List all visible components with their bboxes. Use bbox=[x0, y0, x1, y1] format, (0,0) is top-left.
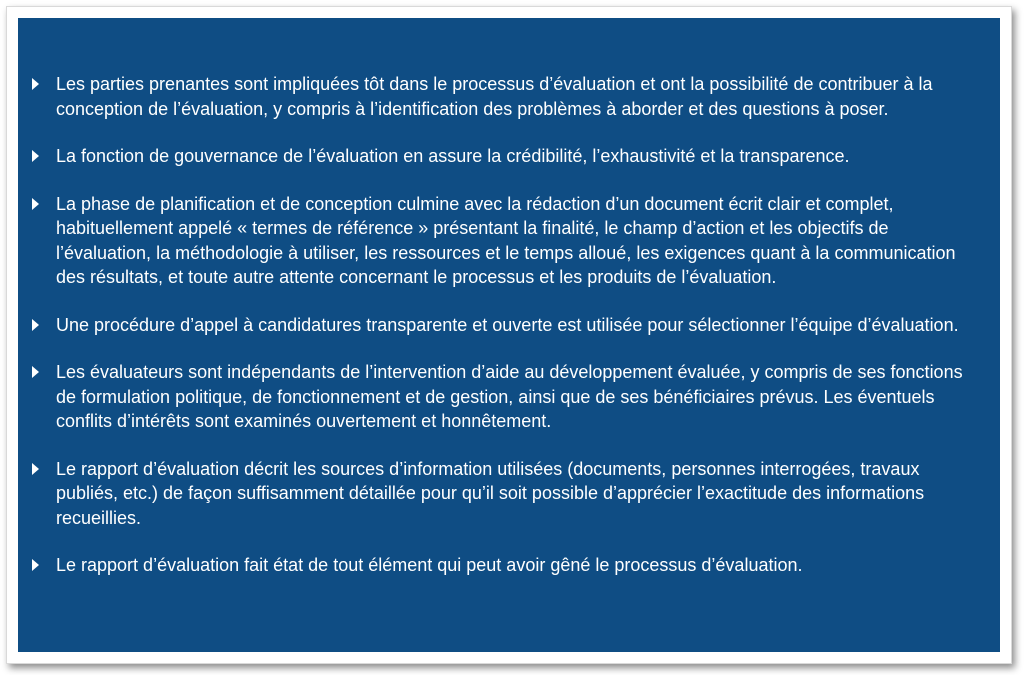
bullet-text: Le rapport d’évaluation fait état de tout élément qui peut avoir gêné le processus d’évaluation. bbox=[56, 555, 803, 575]
bullet-list bbox=[30, 72, 976, 578]
bullet-item-stakeholders bbox=[30, 72, 976, 121]
triangle-right-icon bbox=[32, 319, 39, 331]
bullet-text: La phase de planification et de conception culmine avec la rédaction d’un document écrit clair et complet, habituellement appelé « termes de référence » présentant la finalité, le champ d’action et les objectifs de l’évaluation, la méthodologie à utiliser, les ressources et le temps alloué, les exigences quant à la communication des résultats, et toute autre attente concernant le processus et les produits de l’évaluation. bbox=[56, 193, 956, 287]
bullet-item-procurement bbox=[30, 313, 976, 338]
slide-frame bbox=[6, 6, 1012, 664]
bullet-text: Une procédure d’appel à candidatures transparente et ouverte est utilisée pour sélectionner l’équipe d’évaluation. bbox=[56, 314, 959, 335]
triangle-right-icon bbox=[32, 78, 39, 90]
bullet-text: Le rapport d’évaluation décrit les sources d’information utilisées (documents, personnes interrogées, travaux publiés, etc.) de façon suffisamment détaillée pour qu’il soit possible d’apprécier l’exactitude des informations recueillies. bbox=[56, 458, 925, 528]
content-panel bbox=[18, 18, 1000, 652]
bullet-item-sources bbox=[30, 457, 976, 531]
triangle-right-icon bbox=[32, 366, 39, 378]
bullet-text: La fonction de gouvernance de l’évaluation en assure la crédibilité, l’exhaustivité et la transparence. bbox=[56, 146, 850, 166]
bullet-item-planning bbox=[30, 192, 976, 290]
triangle-right-icon bbox=[32, 463, 39, 475]
triangle-right-icon bbox=[32, 198, 39, 210]
bullet-item-constraints bbox=[30, 553, 976, 578]
triangle-right-icon bbox=[32, 150, 39, 162]
triangle-right-icon bbox=[32, 559, 39, 571]
bullet-text: Les parties prenantes sont impliquées tôt dans le processus d’évaluation et ont la possibilité de contribuer à la conception de l’évaluation, y compris à l’identification des problèmes à aborder et des questions à poser. bbox=[56, 74, 933, 119]
bullet-item-governance bbox=[30, 144, 976, 169]
bullet-text: Les évaluateurs sont indépendants de l’intervention d’aide au développement évaluée, y compris de ses fonctions de formulation politique, de fonctionnement et de gestion, ainsi que de ses bénéficiaires prévus. Les éventuels conflits d’intérêts sont examinés ouvertement et honnêtement. bbox=[56, 362, 963, 431]
bullet-item-independence bbox=[30, 360, 976, 434]
